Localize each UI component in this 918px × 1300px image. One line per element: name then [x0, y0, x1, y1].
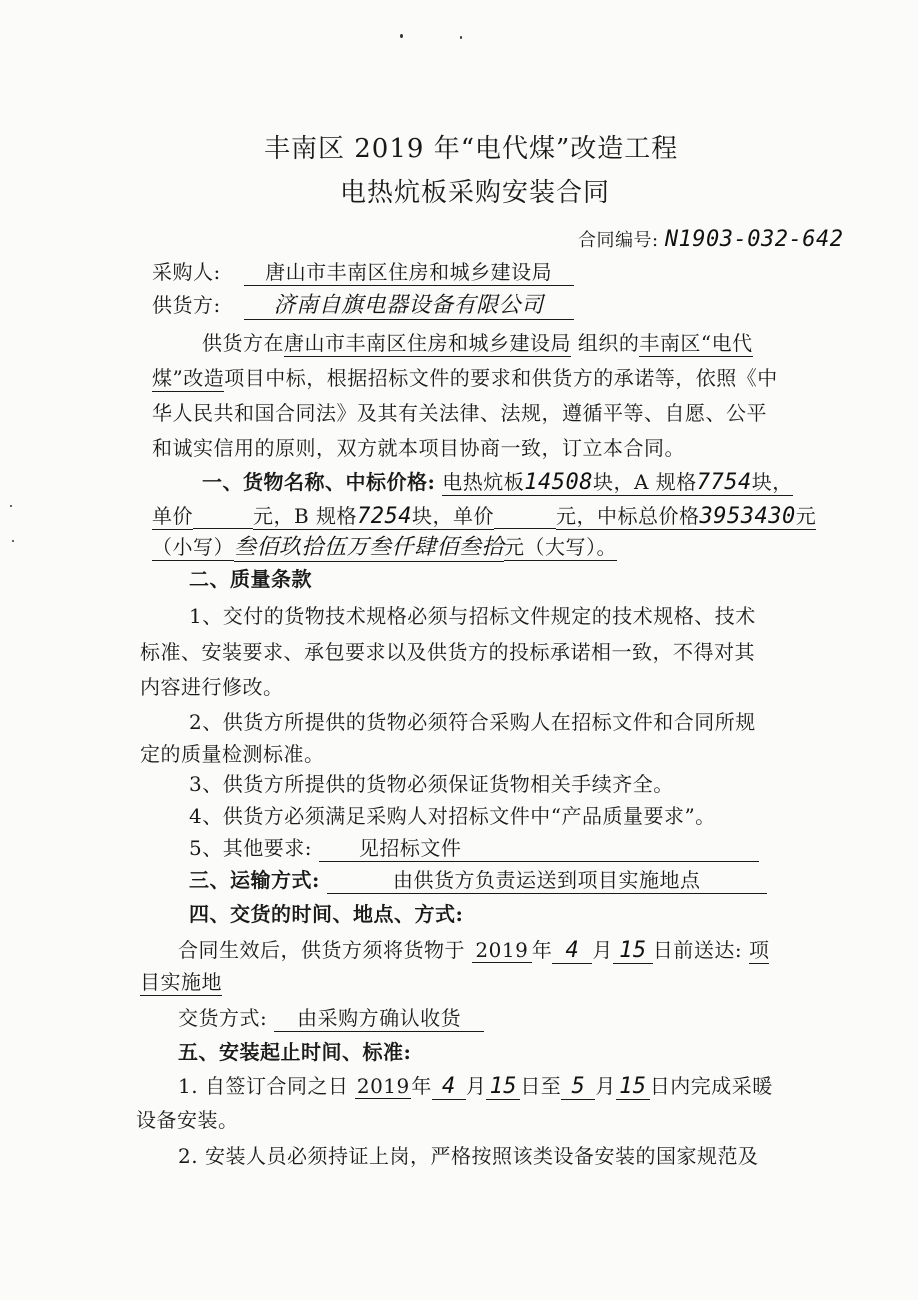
install-end-month: 5 — [561, 1074, 595, 1100]
supplier-line — [152, 288, 574, 320]
goods-line-2 — [152, 500, 816, 530]
month-unit: 月 — [465, 1074, 487, 1098]
delivery-day: 15 — [613, 938, 653, 964]
delivery-month: 4 — [552, 938, 592, 964]
intro-text: 供货方在 — [202, 331, 284, 355]
goods-name: 电热炕板 — [442, 466, 524, 496]
install-heading: 五、安装起止时间、标准: — [178, 1040, 412, 1064]
scan-speck — [460, 36, 462, 39]
supplier-label: 供货方: — [152, 293, 221, 317]
goods-qty-b: 7254 — [357, 504, 413, 529]
unit-price-blank-2 — [494, 504, 556, 529]
year-unit: 年 — [411, 1074, 432, 1098]
document-title: 丰南区 2019 年“电代煤”改造工程 — [264, 134, 679, 164]
scan-speck — [400, 34, 403, 38]
unit-price-blank — [193, 504, 253, 529]
delivery-place-cont: 目实施地 — [140, 966, 222, 996]
total-price-label: 元，中标总价格 — [556, 500, 700, 530]
quality-clause-1-l3: 内容进行修改。 — [140, 675, 284, 699]
unit-price-label: 单价 — [152, 500, 193, 530]
goods-line-3 — [152, 530, 617, 562]
quality-heading: 二、质量条款 — [189, 567, 312, 591]
quality-clause-1-l1: 1、交付的货物技术规格必须与招标文件规定的技术规格、技术 — [189, 604, 756, 628]
month-unit: 月 — [592, 938, 613, 962]
install-line-1 — [178, 1070, 773, 1100]
install-clause-2: 2. 安装人员必须持证上岗，严格按照该类设备安装的国家规范及 — [178, 1144, 759, 1168]
install-line-2: 设备安装。 — [136, 1108, 239, 1132]
delivery-text: 日前送达: — [652, 938, 743, 962]
scan-speck — [10, 505, 12, 507]
delivery-mode-label: 交货方式: — [178, 1006, 268, 1030]
goods-line-1 — [202, 466, 793, 496]
other-req-label: 5、其他要求: — [189, 836, 312, 860]
quality-clause-1-l2: 标准、安装要求、承包要求以及供货方的投标承诺相一致，不得对其 — [140, 640, 755, 664]
goods-total-qty: 14508 — [524, 470, 593, 495]
scan-speck — [12, 540, 14, 542]
quality-clause-2-l2: 定的质量检测标准。 — [140, 742, 325, 766]
transport-value: 由供货方负责运送到项目实施地点 — [327, 864, 767, 894]
unit-price-label-2: 块，单价 — [412, 500, 494, 530]
install-text: 日至 — [520, 1074, 562, 1098]
goods-heading: 一、货物名称、中标价格: — [202, 470, 436, 494]
transport-heading: 三、运输方式: — [189, 868, 320, 892]
total-price-unit: 元 — [796, 500, 817, 530]
install-text: 日内完成采暖 — [649, 1074, 773, 1098]
intro-line-3: 华人民共和国合同法》及其有关法律、法规，遵循平等、自愿、公平 — [152, 401, 767, 425]
contract-number-label: 合同编号: — [578, 230, 659, 251]
delivery-heading: 四、交货的时间、地点、方式: — [189, 902, 464, 926]
supplier-value: 济南自旗电器设备有限公司 — [244, 288, 574, 320]
install-end-day: 15 — [616, 1074, 650, 1100]
intro-text: 组织的 — [577, 331, 640, 355]
delivery-text: 合同生效后，供货方须将货物于 — [178, 938, 465, 962]
intro-project-cont: 煤”改造 — [152, 362, 224, 392]
contract-number-value: N1903-032-642 — [664, 227, 844, 252]
buyer-value: 唐山市丰南区住房和城乡建设局 — [244, 256, 574, 286]
big-label: 元（大写）。 — [504, 531, 617, 561]
delivery-line-1 — [178, 934, 769, 964]
goods-unit: 块，A 规格 — [593, 466, 697, 496]
delivery-place: 项 — [749, 934, 770, 964]
quality-clause-5 — [189, 832, 759, 862]
intro-organizer: 唐山市丰南区住房和城乡建设局 — [284, 327, 571, 357]
other-req-value: 见招标文件 — [319, 832, 759, 862]
install-text: 1. 自签订合同之日 — [178, 1074, 349, 1098]
buyer-label: 采购人: — [152, 260, 221, 284]
goods-qty-a: 7754 — [696, 470, 752, 495]
total-price-small: 3953430 — [699, 504, 796, 529]
year-unit: 年 — [531, 938, 553, 962]
delivery-mode-value: 由采购方确认收货 — [274, 1002, 484, 1032]
install-start-month: 4 — [432, 1074, 466, 1100]
document-subtitle: 电热炕板采购安装合同 — [340, 178, 611, 208]
intro-line-4: 和诚实信用的原则，双方就本项目协商一致，订立本合同。 — [152, 436, 685, 460]
total-price-big: 叁佰玖拾伍万叁仟肆佰叁拾 — [234, 530, 504, 562]
transport-line — [189, 864, 767, 894]
small-label: （小写） — [152, 531, 234, 561]
quality-clause-3: 3、供货方所提供的货物必须保证货物相关手续齐全。 — [189, 772, 674, 796]
install-start-day: 15 — [486, 1074, 520, 1100]
contract-number — [578, 226, 844, 252]
intro-line-2 — [152, 362, 778, 392]
install-year: 2019 — [356, 1074, 410, 1098]
quality-clause-2-l1: 2、供货方所提供的货物必须符合采购人在招标文件和合同所规 — [189, 710, 756, 734]
month-unit: 月 — [595, 1074, 616, 1098]
intro-text: 项目中标，根据招标文件的要求和供货方的承诺等，依照《中 — [224, 366, 778, 390]
intro-line-1 — [202, 327, 753, 357]
delivery-year: 2019 — [472, 938, 532, 963]
intro-project: 丰南区“电代 — [639, 327, 752, 357]
goods-unit: 块， — [752, 466, 793, 496]
delivery-line-2 — [140, 966, 222, 996]
delivery-mode-line — [178, 1002, 484, 1032]
buyer-line — [152, 256, 574, 286]
quality-clause-4: 4、供货方必须满足采购人对招标文件中“产品质量要求”。 — [189, 804, 716, 828]
spec-b-label: 元，B 规格 — [253, 500, 357, 530]
